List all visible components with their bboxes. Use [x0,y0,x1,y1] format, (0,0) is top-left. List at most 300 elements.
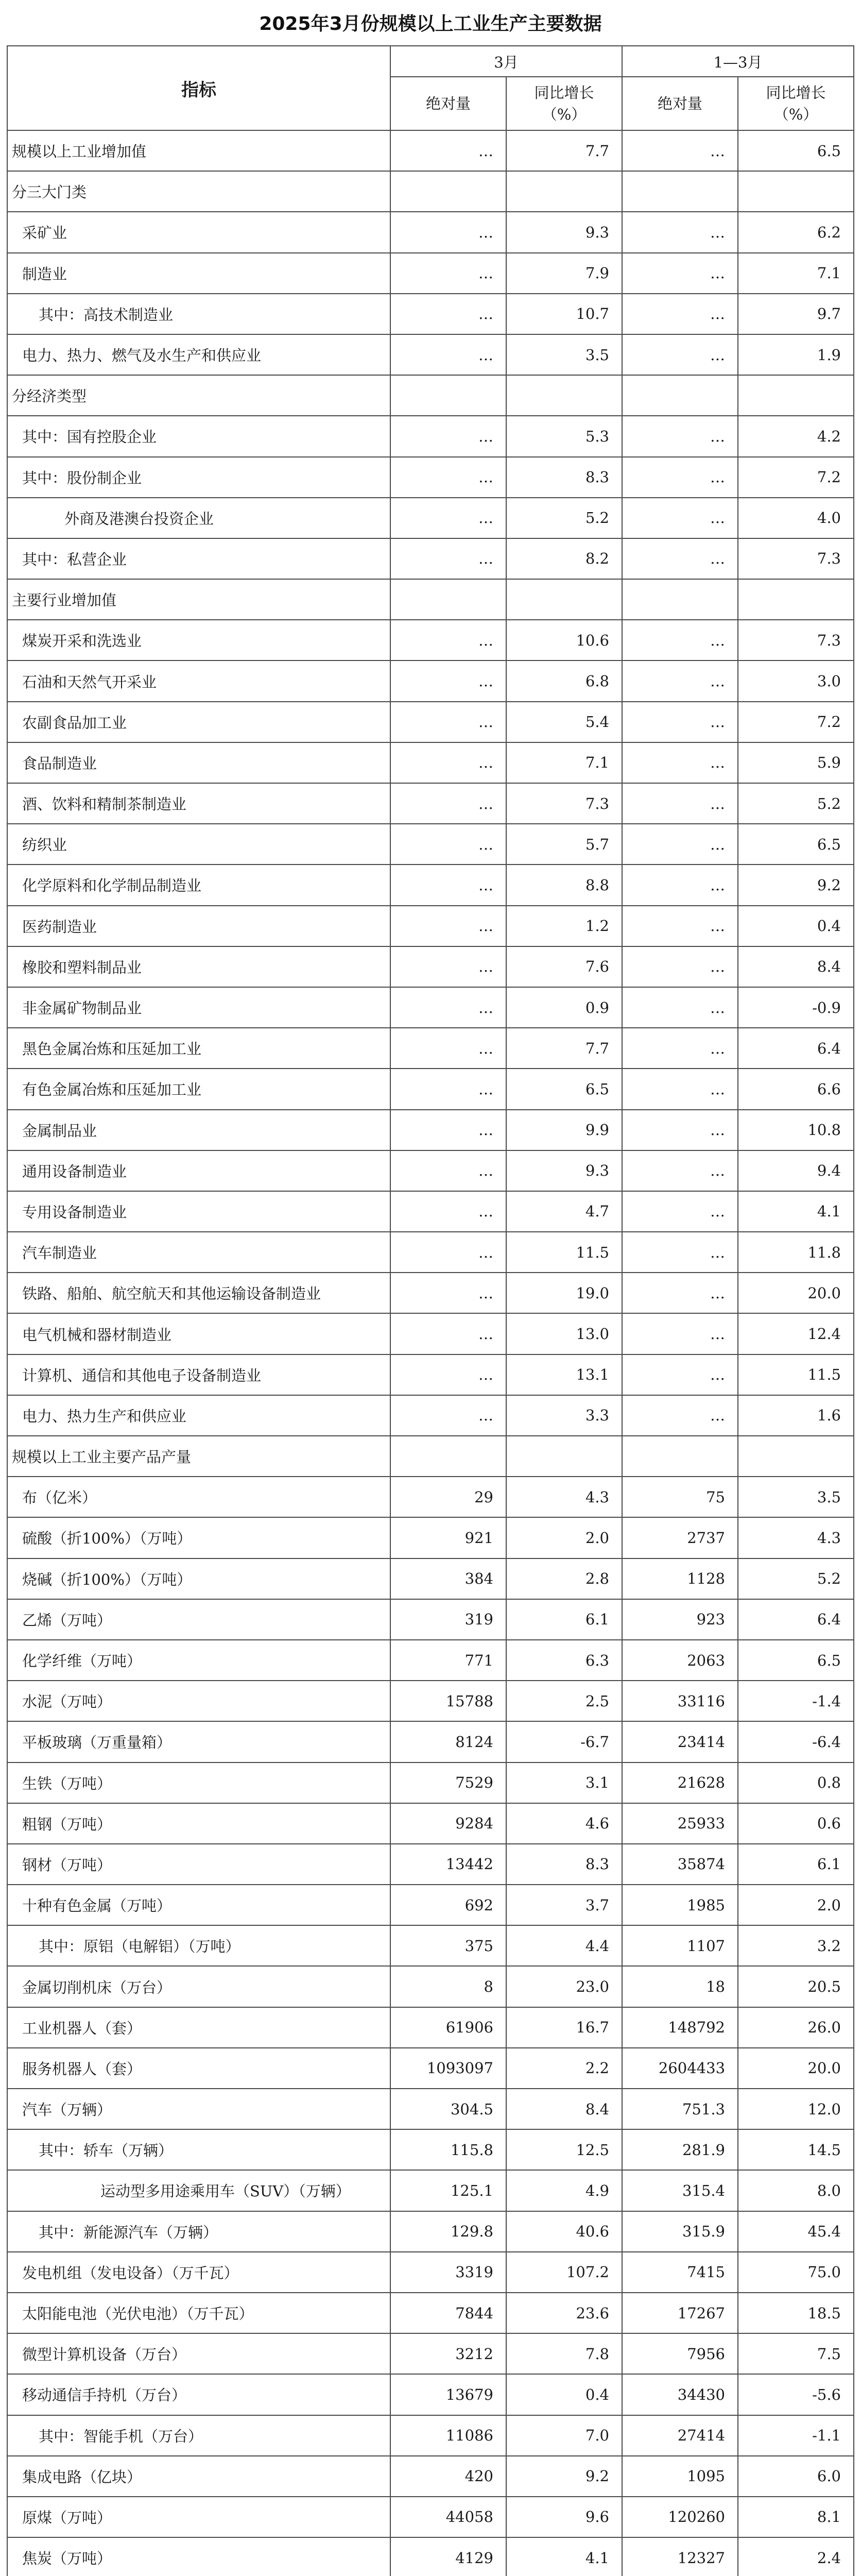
table-row [7,1681,854,1721]
q1-absolute-cell: 7415 [622,2252,738,2293]
table-row [7,1844,854,1885]
q1-absolute-cell: 1107 [622,1925,738,1966]
table-row [7,2129,854,2170]
table-row [7,2374,854,2415]
q1-yoy-cell: 1.6 [738,1395,854,1436]
march-yoy-cell: 7.8 [506,2333,622,2374]
table-row [7,2089,854,2129]
march-yoy-cell: 13.0 [506,1313,622,1354]
period-header-march: 3月 [390,46,622,77]
q1-yoy-cell: 8.1 [738,2497,854,2537]
row-label: 电气机械和器材制造业 [7,1313,390,1354]
table-row [7,1354,854,1395]
table-row [7,1395,854,1436]
march-absolute-cell: 125.1 [390,2170,506,2211]
march-yoy-cell: 7.7 [506,1028,622,1069]
table-row [7,253,854,294]
march-yoy-cell: 6.3 [506,1640,622,1681]
march-yoy-cell: 19.0 [506,1273,622,1313]
q1-yoy-cell: 0.6 [738,1803,854,1844]
table-row [7,2252,854,2293]
abs-header: 绝对量 [390,77,506,130]
march-absolute-cell: 13679 [390,2374,506,2415]
march-absolute-cell: 304.5 [390,2089,506,2129]
q1-yoy-cell: 6.1 [738,1844,854,1885]
march-yoy-cell: 2.8 [506,1558,622,1599]
q1-absolute-cell: 2063 [622,1640,738,1681]
row-label: 钢材（万吨） [7,1844,390,1885]
q1-yoy-cell: 7.3 [738,620,854,660]
march-absolute-cell: … [390,824,506,865]
row-label: 分三大门类 [7,171,390,212]
q1-yoy-cell [738,171,854,212]
march-absolute-cell: … [390,1232,506,1273]
row-label: 医药制造业 [7,906,390,946]
row-label: 发电机组（发电设备）（万千瓦） [7,2252,390,2293]
march-absolute-cell: 3319 [390,2252,506,2293]
q1-absolute-cell: … [622,702,738,742]
march-absolute-cell: … [390,865,506,905]
march-absolute-cell: … [390,130,506,171]
march-yoy-cell: 6.1 [506,1599,622,1640]
march-yoy-cell [506,579,622,620]
march-yoy-cell: 0.9 [506,987,622,1028]
march-yoy-cell: 107.2 [506,2252,622,2293]
q1-absolute-cell: … [622,1150,738,1191]
row-label: 主要行业增加值 [7,579,390,620]
table-row [7,294,854,334]
row-label: 其中：新能源汽车（万辆） [7,2211,390,2252]
row-label: 食品制造业 [7,742,390,783]
march-absolute-cell: 8 [390,1966,506,2007]
march-yoy-cell: 4.7 [506,1191,622,1232]
row-label: 硫酸（折100%）（万吨） [7,1517,390,1558]
section-row [7,1436,854,1477]
march-yoy-cell: -6.7 [506,1721,622,1762]
table-row [7,498,854,538]
row-label: 汽车（万辆） [7,2089,390,2129]
row-label: 电力、热力生产和供应业 [7,1395,390,1436]
q1-yoy-cell [738,579,854,620]
table-row [7,1232,854,1273]
indicator-header: 指标 [7,46,390,130]
march-absolute-cell: 4129 [390,2537,506,2576]
q1-absolute-cell: 75 [622,1477,738,1517]
q1-yoy-cell: 3.2 [738,1925,854,1966]
q1-absolute-cell: 1095 [622,2456,738,2497]
row-label: 有色金属冶炼和压延加工业 [7,1069,390,1109]
march-yoy-cell: 4.3 [506,1477,622,1517]
march-absolute-cell: … [390,906,506,946]
march-yoy-cell: 7.0 [506,2415,622,2456]
q1-yoy-cell: 6.4 [738,1028,854,1069]
row-label: 分经济类型 [7,375,390,416]
march-absolute-cell: 129.8 [390,2211,506,2252]
q1-yoy-cell: 5.9 [738,742,854,783]
table-row [7,2537,854,2576]
row-label: 其中：私营企业 [7,538,390,579]
march-absolute-cell: … [390,1191,506,1232]
march-absolute-cell: … [390,1273,506,1313]
march-absolute-cell: 771 [390,1640,506,1681]
march-absolute-cell: … [390,783,506,824]
q1-absolute-cell: 2737 [622,1517,738,1558]
march-yoy-cell [506,1436,622,1477]
march-yoy-cell: 6.5 [506,1069,622,1109]
march-absolute-cell: … [390,1313,506,1354]
row-label: 微型计算机设备（万台） [7,2333,390,2374]
table-row [7,2293,854,2333]
march-yoy-cell: 9.2 [506,2456,622,2497]
q1-absolute-cell: 315.4 [622,2170,738,2211]
table-row [7,1477,854,1517]
march-yoy-cell: 9.3 [506,1150,622,1191]
q1-yoy-cell: 0.8 [738,1762,854,1803]
q1-absolute-cell: … [622,1273,738,1313]
table-row [7,1762,854,1803]
q1-absolute-cell: … [622,1232,738,1273]
table-row [7,946,854,987]
march-yoy-cell: 3.3 [506,1395,622,1436]
march-yoy-cell: 4.1 [506,2537,622,2576]
q1-yoy-cell: 9.4 [738,1150,854,1191]
table-row [7,742,854,783]
table-row [7,906,854,946]
march-yoy-cell: 13.1 [506,1354,622,1395]
table-row [7,620,854,660]
march-absolute-cell: … [390,1028,506,1069]
period-header-q1: 1—3月 [622,46,854,77]
q1-absolute-cell: 281.9 [622,2129,738,2170]
march-absolute-cell: 44058 [390,2497,506,2537]
table-row [7,1110,854,1150]
q1-yoy-cell: 26.0 [738,2007,854,2048]
q1-absolute-cell: … [622,620,738,660]
q1-absolute-cell: 1985 [622,1885,738,1925]
q1-yoy-cell: 9.7 [738,294,854,334]
q1-yoy-cell: 11.8 [738,1232,854,1273]
q1-yoy-cell: 4.0 [738,498,854,538]
march-absolute-cell: … [390,1069,506,1109]
row-label: 黑色金属冶炼和压延加工业 [7,1028,390,1069]
table-row [7,1150,854,1191]
march-absolute-cell: … [390,334,506,375]
march-yoy-cell: 1.2 [506,906,622,946]
row-label: 化学原料和化学制品制造业 [7,865,390,905]
q1-yoy-cell: 12.0 [738,2089,854,2129]
table-row [7,987,854,1028]
page-title: 2025年3月份规模以上工业生产主要数据 [259,13,602,35]
march-absolute-cell: … [390,742,506,783]
row-label: 农副食品加工业 [7,702,390,742]
yoy-header: 同比增长 （%） [738,77,854,130]
march-absolute-cell: 7529 [390,1762,506,1803]
table-row [7,2497,854,2537]
march-yoy-cell [506,171,622,212]
march-yoy-cell: 8.3 [506,1844,622,1885]
q1-yoy-cell: -1.1 [738,2415,854,2456]
march-absolute-cell: 8124 [390,1721,506,1762]
q1-yoy-cell [738,1436,854,1477]
table-row [7,2333,854,2374]
q1-yoy-cell: 6.5 [738,130,854,171]
march-yoy-cell: 16.7 [506,2007,622,2048]
row-label: 其中：国有控股企业 [7,416,390,456]
q1-yoy-cell: 12.4 [738,1313,854,1354]
march-absolute-cell: … [390,1395,506,1436]
q1-absolute-cell: … [622,660,738,701]
row-label: 外商及港澳台投资企业 [7,498,390,538]
row-label: 工业机器人（套） [7,2007,390,2048]
q1-yoy-cell: 14.5 [738,2129,854,2170]
table-row [7,1191,854,1232]
row-label: 生铁（万吨） [7,1762,390,1803]
row-label: 电力、热力、燃气及水生产和供应业 [7,334,390,375]
table-row [7,865,854,905]
q1-yoy-cell: 6.0 [738,2456,854,2497]
march-absolute-cell: 9284 [390,1803,506,1844]
q1-absolute-cell: … [622,824,738,865]
table-row [7,2007,854,2048]
march-absolute-cell: … [390,253,506,294]
q1-absolute-cell: … [622,1069,738,1109]
row-label: 乙烯（万吨） [7,1599,390,1640]
row-label: 化学纤维（万吨） [7,1640,390,1681]
march-yoy-cell: 2.2 [506,2048,622,2089]
q1-absolute-cell: 315.9 [622,2211,738,2252]
march-absolute-cell [390,171,506,212]
q1-yoy-cell: 2.0 [738,1885,854,1925]
row-label: 其中：股份制企业 [7,457,390,498]
march-yoy-cell: 3.7 [506,1885,622,1925]
march-absolute-cell: … [390,620,506,660]
row-label: 十种有色金属（万吨） [7,1885,390,1925]
march-absolute-cell: 11086 [390,2415,506,2456]
march-absolute-cell: … [390,946,506,987]
q1-yoy-cell: 4.3 [738,1517,854,1558]
q1-absolute-cell: 120260 [622,2497,738,2537]
table-body [7,130,854,2576]
q1-absolute-cell: … [622,1354,738,1395]
q1-absolute-cell: … [622,865,738,905]
q1-absolute-cell: … [622,1313,738,1354]
q1-yoy-cell: 5.2 [738,783,854,824]
q1-absolute-cell: … [622,906,738,946]
q1-yoy-cell: 7.5 [738,2333,854,2374]
q1-yoy-cell: 7.1 [738,253,854,294]
march-yoy-cell: 12.5 [506,2129,622,2170]
march-absolute-cell: 1093097 [390,2048,506,2089]
table-row [7,2415,854,2456]
table-row [7,1273,854,1313]
q1-yoy-cell: 6.2 [738,212,854,252]
march-yoy-cell: 40.6 [506,2211,622,2252]
row-label: 运动型多用途乘用车（SUV）（万辆） [7,2170,390,2211]
q1-yoy-cell: 4.1 [738,1191,854,1232]
table-row [7,2211,854,2252]
q1-absolute-cell: 148792 [622,2007,738,2048]
table-row [7,2456,854,2497]
q1-yoy-cell: 7.3 [738,538,854,579]
q1-yoy-cell: 45.4 [738,2211,854,2252]
q1-absolute-cell [622,375,738,416]
q1-absolute-cell: … [622,416,738,456]
q1-absolute-cell: … [622,946,738,987]
table-row [7,1925,854,1966]
row-label: 橡胶和塑料制品业 [7,946,390,987]
q1-yoy-cell: 18.5 [738,2293,854,2333]
row-label: 计算机、通信和其他电子设备制造业 [7,1354,390,1395]
march-absolute-cell: 15788 [390,1681,506,1721]
march-absolute-cell [390,375,506,416]
q1-yoy-cell: 9.2 [738,865,854,905]
q1-absolute-cell: … [622,498,738,538]
march-yoy-cell: 7.7 [506,130,622,171]
q1-yoy-cell: 8.0 [738,2170,854,2211]
row-label: 石油和天然气开采业 [7,660,390,701]
q1-absolute-cell: 33116 [622,1681,738,1721]
q1-absolute-cell: … [622,334,738,375]
q1-yoy-cell: 6.5 [738,824,854,865]
table-row [7,416,854,456]
row-label: 金属制品业 [7,1110,390,1150]
table-row [7,1599,854,1640]
march-yoy-cell: 11.5 [506,1232,622,1273]
march-yoy-cell: 5.7 [506,824,622,865]
march-absolute-cell: 115.8 [390,2129,506,2170]
table-row [7,538,854,579]
table-row [7,1517,854,1558]
q1-yoy-cell: 1.9 [738,334,854,375]
march-absolute-cell: … [390,660,506,701]
q1-yoy-cell [738,375,854,416]
row-label: 其中：高技术制造业 [7,294,390,334]
table-row [7,1966,854,2007]
march-yoy-cell: 9.9 [506,1110,622,1150]
row-label: 服务机器人（套） [7,2048,390,2089]
q1-yoy-cell: 11.5 [738,1354,854,1395]
march-absolute-cell: … [390,416,506,456]
row-label: 规模以上工业增加值 [7,130,390,171]
row-label: 其中：原铝（电解铝）（万吨） [7,1925,390,1966]
q1-yoy-cell: -6.4 [738,1721,854,1762]
table-row [7,702,854,742]
row-label: 非金属矿物制品业 [7,987,390,1028]
q1-yoy-cell: 8.4 [738,946,854,987]
march-yoy-cell: 0.4 [506,2374,622,2415]
q1-absolute-cell: 25933 [622,1803,738,1844]
table-row [7,824,854,865]
q1-yoy-cell: 20.5 [738,1966,854,2007]
row-label: 焦炭（万吨） [7,2537,390,2576]
march-absolute-cell: 420 [390,2456,506,2497]
march-yoy-cell: 10.6 [506,620,622,660]
q1-absolute-cell: … [622,294,738,334]
table-row [7,1313,854,1354]
section-row [7,171,854,212]
march-yoy-cell: 3.1 [506,1762,622,1803]
row-label: 原煤（万吨） [7,2497,390,2537]
table-row [7,130,854,171]
q1-absolute-cell: … [622,130,738,171]
q1-yoy-cell: 75.0 [738,2252,854,2293]
q1-absolute-cell: … [622,1191,738,1232]
q1-absolute-cell [622,579,738,620]
march-absolute-cell: 384 [390,1558,506,1599]
q1-absolute-cell: … [622,783,738,824]
table-row [7,1803,854,1844]
q1-yoy-cell: 3.5 [738,1477,854,1517]
march-yoy-cell: 4.4 [506,1925,622,1966]
q1-absolute-cell: 21628 [622,1762,738,1803]
row-label: 采矿业 [7,212,390,252]
row-label: 煤炭开采和洗选业 [7,620,390,660]
table-row [7,212,854,252]
q1-absolute-cell: 751.3 [622,2089,738,2129]
march-yoy-cell: 6.8 [506,660,622,701]
march-absolute-cell: … [390,498,506,538]
row-label: 集成电路（亿块） [7,2456,390,2497]
q1-yoy-cell: 4.2 [738,416,854,456]
q1-yoy-cell: 20.0 [738,2048,854,2089]
table-row [7,1069,854,1109]
march-yoy-cell: 8.4 [506,2089,622,2129]
table-row [7,783,854,824]
q1-absolute-cell: 7956 [622,2333,738,2374]
march-yoy-cell: 3.5 [506,334,622,375]
q1-absolute-cell: 35874 [622,1844,738,1885]
march-yoy-cell: 2.5 [506,1681,622,1721]
row-label: 汽车制造业 [7,1232,390,1273]
march-yoy-cell: 23.6 [506,2293,622,2333]
row-label: 金属切削机床（万台） [7,1966,390,2007]
march-yoy-cell: 7.1 [506,742,622,783]
section-row [7,375,854,416]
march-yoy-cell: 8.8 [506,865,622,905]
q1-absolute-cell: … [622,457,738,498]
table-row [7,1640,854,1681]
q1-absolute-cell: 12327 [622,2537,738,2576]
march-yoy-cell: 5.4 [506,702,622,742]
q1-absolute-cell [622,171,738,212]
row-label: 其中：轿车（万辆） [7,2129,390,2170]
q1-yoy-cell: 7.2 [738,702,854,742]
march-absolute-cell: … [390,1110,506,1150]
row-label: 平板玻璃（万重量箱） [7,1721,390,1762]
march-absolute-cell: … [390,1150,506,1191]
march-yoy-cell: 9.6 [506,2497,622,2537]
row-label: 其中：智能手机（万台） [7,2415,390,2456]
table-row [7,1028,854,1069]
q1-yoy-cell: 7.2 [738,457,854,498]
q1-absolute-cell: 18 [622,1966,738,2007]
march-absolute-cell: 3212 [390,2333,506,2374]
q1-absolute-cell: … [622,253,738,294]
q1-absolute-cell: 1128 [622,1558,738,1599]
march-absolute-cell: 29 [390,1477,506,1517]
row-label: 酒、饮料和精制茶制造业 [7,783,390,824]
march-yoy-cell: 23.0 [506,1966,622,2007]
march-absolute-cell [390,579,506,620]
march-yoy-cell: 7.9 [506,253,622,294]
q1-yoy-cell: -5.6 [738,2374,854,2415]
row-label: 粗钢（万吨） [7,1803,390,1844]
row-label: 水泥（万吨） [7,1681,390,1721]
march-absolute-cell: … [390,538,506,579]
march-absolute-cell: … [390,212,506,252]
yoy-header: 同比增长 （%） [506,77,622,130]
row-label: 通用设备制造业 [7,1150,390,1191]
